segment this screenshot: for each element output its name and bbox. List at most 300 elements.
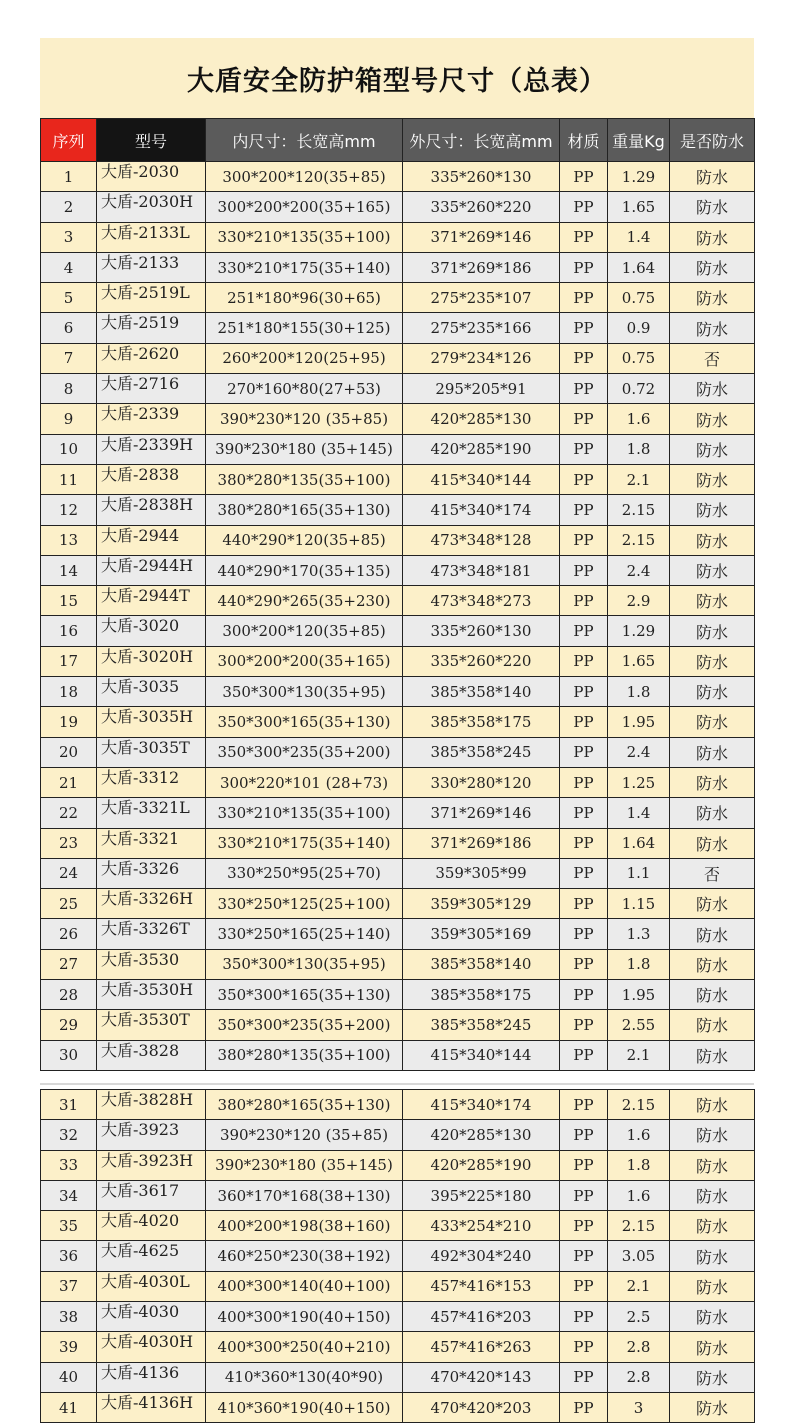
seq-cell: 17 xyxy=(41,646,97,676)
weight-cell: 2.55 xyxy=(608,1010,670,1040)
waterproof-cell: 防水 xyxy=(670,919,755,949)
material-cell: PP xyxy=(560,616,608,646)
outer-size-cell: 457*416*203 xyxy=(403,1302,560,1332)
table-row xyxy=(41,162,755,192)
table-row xyxy=(41,737,755,767)
outer-size-cell: 473*348*181 xyxy=(403,555,560,585)
outer-size-cell: 385*358*140 xyxy=(403,949,560,979)
model-cell: 大盾-2519L xyxy=(97,283,206,313)
model-cell: 大盾-3326T xyxy=(97,919,206,949)
material-cell: PP xyxy=(560,464,608,494)
seq-cell: 19 xyxy=(41,707,97,737)
weight-cell: 2.15 xyxy=(608,495,670,525)
table-row xyxy=(41,1302,755,1332)
inner-size-cell: 251*180*155(30+125) xyxy=(206,313,403,343)
material-cell: PP xyxy=(560,646,608,676)
waterproof-cell: 否 xyxy=(670,343,755,373)
inner-size-cell: 251*180*96(30+65) xyxy=(206,283,403,313)
weight-cell: 1.95 xyxy=(608,707,670,737)
waterproof-cell: 防水 xyxy=(670,1302,755,1332)
seq-cell: 37 xyxy=(41,1271,97,1301)
outer-size-cell: 420*285*130 xyxy=(403,404,560,434)
weight-cell: 1.6 xyxy=(608,1180,670,1210)
seq-cell: 27 xyxy=(41,949,97,979)
table-row xyxy=(41,616,755,646)
material-cell: PP xyxy=(560,1271,608,1301)
table-row xyxy=(41,343,755,373)
outer-size-cell: 415*340*144 xyxy=(403,464,560,494)
weight-cell: 1.25 xyxy=(608,767,670,797)
material-cell: PP xyxy=(560,1180,608,1210)
material-cell: PP xyxy=(560,919,608,949)
material-cell: PP xyxy=(560,283,608,313)
weight-cell: 0.75 xyxy=(608,343,670,373)
waterproof-cell: 防水 xyxy=(670,162,755,192)
table-row xyxy=(41,1392,755,1422)
page-title: 大盾安全防护箱型号尺寸（总表） xyxy=(187,65,607,97)
seq-cell: 14 xyxy=(41,555,97,585)
model-cell: 大盾-3035H xyxy=(97,707,206,737)
inner-size-cell: 440*290*120(35+85) xyxy=(206,525,403,555)
waterproof-cell: 防水 xyxy=(670,1040,755,1070)
waterproof-cell: 防水 xyxy=(670,616,755,646)
material-cell: PP xyxy=(560,980,608,1010)
outer-size-cell: 335*260*220 xyxy=(403,192,560,222)
inner-size-cell: 400*300*190(40+150) xyxy=(206,1302,403,1332)
inner-size-cell: 400*300*250(40+210) xyxy=(206,1332,403,1362)
inner-size-cell: 330*210*175(35+140) xyxy=(206,828,403,858)
inner-size-cell: 330*250*95(25+70) xyxy=(206,858,403,888)
seq-cell: 7 xyxy=(41,343,97,373)
waterproof-cell: 防水 xyxy=(670,404,755,434)
outer-size-cell: 279*234*126 xyxy=(403,343,560,373)
material-cell: PP xyxy=(560,798,608,828)
seq-cell: 15 xyxy=(41,586,97,616)
table-row xyxy=(41,1362,755,1392)
outer-size-cell: 415*340*174 xyxy=(403,495,560,525)
waterproof-cell: 防水 xyxy=(670,1392,755,1422)
material-cell: PP xyxy=(560,1150,608,1180)
model-cell: 大盾-3326 xyxy=(97,858,206,888)
waterproof-cell: 防水 xyxy=(670,192,755,222)
table-row xyxy=(41,889,755,919)
material-cell: PP xyxy=(560,434,608,464)
outer-size-cell: 295*205*91 xyxy=(403,374,560,404)
seq-cell: 10 xyxy=(41,434,97,464)
material-cell: PP xyxy=(560,1362,608,1392)
table-row xyxy=(41,404,755,434)
inner-size-cell: 440*290*265(35+230) xyxy=(206,586,403,616)
waterproof-cell: 防水 xyxy=(670,1362,755,1392)
table-row xyxy=(41,677,755,707)
outer-size-cell: 335*260*130 xyxy=(403,162,560,192)
seq-cell: 4 xyxy=(41,252,97,282)
weight-cell: 2.1 xyxy=(608,464,670,494)
header-inner-size: 内尺寸：长宽高mm xyxy=(206,119,403,162)
header-weight: 重量Kg xyxy=(608,119,670,162)
inner-size-cell: 330*250*165(25+140) xyxy=(206,919,403,949)
table-row xyxy=(41,980,755,1010)
waterproof-cell: 防水 xyxy=(670,313,755,343)
model-cell: 大盾-3321 xyxy=(97,828,206,858)
model-cell: 大盾-2339 xyxy=(97,404,206,434)
table-row xyxy=(41,374,755,404)
inner-size-cell: 300*200*120(35+85) xyxy=(206,162,403,192)
model-cell: 大盾-3020 xyxy=(97,616,206,646)
material-cell: PP xyxy=(560,828,608,858)
seq-cell: 38 xyxy=(41,1302,97,1332)
model-cell: 大盾-4136 xyxy=(97,1362,206,1392)
outer-size-cell: 330*280*120 xyxy=(403,767,560,797)
outer-size-cell: 420*285*130 xyxy=(403,1120,560,1150)
header-material: 材质 xyxy=(560,119,608,162)
inner-size-cell: 380*280*165(35+130) xyxy=(206,495,403,525)
weight-cell: 2.8 xyxy=(608,1332,670,1362)
waterproof-cell: 防水 xyxy=(670,374,755,404)
model-cell: 大盾-3312 xyxy=(97,767,206,797)
material-cell: PP xyxy=(560,222,608,252)
table-row xyxy=(41,949,755,979)
inner-size-cell: 330*210*135(35+100) xyxy=(206,222,403,252)
model-cell: 大盾-4625 xyxy=(97,1241,206,1271)
inner-size-cell: 390*230*120 (35+85) xyxy=(206,404,403,434)
table-row xyxy=(41,222,755,252)
table-row xyxy=(41,1332,755,1362)
inner-size-cell: 300*200*200(35+165) xyxy=(206,192,403,222)
table-row xyxy=(41,858,755,888)
seq-cell: 3 xyxy=(41,222,97,252)
weight-cell: 1.3 xyxy=(608,919,670,949)
waterproof-cell: 防水 xyxy=(670,949,755,979)
table-row xyxy=(41,1271,755,1301)
material-cell: PP xyxy=(560,1241,608,1271)
seq-cell: 12 xyxy=(41,495,97,525)
weight-cell: 1.64 xyxy=(608,252,670,282)
outer-size-cell: 385*358*140 xyxy=(403,677,560,707)
model-cell: 大盾-2133 xyxy=(97,252,206,282)
table-row xyxy=(41,919,755,949)
model-cell: 大盾-3321L xyxy=(97,798,206,828)
inner-size-cell: 390*230*180 (35+145) xyxy=(206,434,403,464)
weight-cell: 1.64 xyxy=(608,828,670,858)
waterproof-cell: 防水 xyxy=(670,1090,755,1120)
outer-size-cell: 335*260*220 xyxy=(403,646,560,676)
model-cell: 大盾-3923H xyxy=(97,1150,206,1180)
spec-sheet xyxy=(40,38,754,1071)
weight-cell: 1.65 xyxy=(608,192,670,222)
waterproof-cell: 防水 xyxy=(670,434,755,464)
inner-size-cell: 350*300*130(35+95) xyxy=(206,949,403,979)
model-cell: 大盾-3617 xyxy=(97,1180,206,1210)
seq-cell: 33 xyxy=(41,1150,97,1180)
model-cell: 大盾-2030H xyxy=(97,192,206,222)
inner-size-cell: 400*300*140(40+100) xyxy=(206,1271,403,1301)
weight-cell: 2.9 xyxy=(608,586,670,616)
table-row xyxy=(41,586,755,616)
waterproof-cell: 防水 xyxy=(670,767,755,797)
table-row xyxy=(41,313,755,343)
table-row xyxy=(41,707,755,737)
material-cell: PP xyxy=(560,1010,608,1040)
waterproof-cell: 防水 xyxy=(670,1332,755,1362)
waterproof-cell: 防水 xyxy=(670,889,755,919)
model-cell: 大盾-2620 xyxy=(97,343,206,373)
table-row xyxy=(41,1241,755,1271)
material-cell: PP xyxy=(560,404,608,434)
weight-cell: 1.6 xyxy=(608,1120,670,1150)
model-cell: 大盾-2838H xyxy=(97,495,206,525)
weight-cell: 2.15 xyxy=(608,1211,670,1241)
weight-cell: 2.1 xyxy=(608,1040,670,1070)
inner-size-cell: 390*230*180 (35+145) xyxy=(206,1150,403,1180)
material-cell: PP xyxy=(560,677,608,707)
outer-size-cell: 457*416*263 xyxy=(403,1332,560,1362)
waterproof-cell: 防水 xyxy=(670,828,755,858)
inner-size-cell: 330*210*175(35+140) xyxy=(206,252,403,282)
seq-cell: 41 xyxy=(41,1392,97,1422)
outer-size-cell: 385*358*175 xyxy=(403,707,560,737)
waterproof-cell: 防水 xyxy=(670,1180,755,1210)
model-cell: 大盾-3020H xyxy=(97,646,206,676)
model-cell: 大盾-2133L xyxy=(97,222,206,252)
waterproof-cell: 防水 xyxy=(670,464,755,494)
header-model: 型号 xyxy=(97,119,206,162)
table-row xyxy=(41,1150,755,1180)
table-body-continued xyxy=(41,1090,755,1423)
model-cell: 大盾-3530T xyxy=(97,1010,206,1040)
outer-size-cell: 275*235*107 xyxy=(403,283,560,313)
inner-size-cell: 300*200*200(35+165) xyxy=(206,646,403,676)
material-cell: PP xyxy=(560,555,608,585)
waterproof-cell: 防水 xyxy=(670,677,755,707)
inner-size-cell: 410*360*190(40+150) xyxy=(206,1392,403,1422)
model-cell: 大盾-2944 xyxy=(97,525,206,555)
weight-cell: 1.8 xyxy=(608,677,670,707)
model-cell: 大盾-2339H xyxy=(97,434,206,464)
inner-size-cell: 260*200*120(25+95) xyxy=(206,343,403,373)
outer-size-cell: 335*260*130 xyxy=(403,616,560,646)
model-cell: 大盾-3035T xyxy=(97,737,206,767)
model-cell: 大盾-2944H xyxy=(97,555,206,585)
model-cell: 大盾-3828H xyxy=(97,1090,206,1120)
seq-cell: 9 xyxy=(41,404,97,434)
weight-cell: 2.4 xyxy=(608,737,670,767)
waterproof-cell: 防水 xyxy=(670,495,755,525)
material-cell: PP xyxy=(560,1211,608,1241)
material-cell: PP xyxy=(560,586,608,616)
model-cell: 大盾-3923 xyxy=(97,1120,206,1150)
waterproof-cell: 防水 xyxy=(670,737,755,767)
spec-table-continued-wrap xyxy=(40,1089,754,1423)
waterproof-cell: 防水 xyxy=(670,646,755,676)
weight-cell: 1.29 xyxy=(608,162,670,192)
outer-size-cell: 470*420*203 xyxy=(403,1392,560,1422)
weight-cell: 0.9 xyxy=(608,313,670,343)
material-cell: PP xyxy=(560,495,608,525)
inner-size-cell: 270*160*80(27+53) xyxy=(206,374,403,404)
material-cell: PP xyxy=(560,737,608,767)
inner-size-cell: 350*300*235(35+200) xyxy=(206,1010,403,1040)
inner-size-cell: 410*360*130(40*90) xyxy=(206,1362,403,1392)
table-row xyxy=(41,1180,755,1210)
weight-cell: 1.65 xyxy=(608,646,670,676)
table-row xyxy=(41,434,755,464)
inner-size-cell: 300*220*101 (28+73) xyxy=(206,767,403,797)
waterproof-cell: 防水 xyxy=(670,1150,755,1180)
inner-size-cell: 380*280*165(35+130) xyxy=(206,1090,403,1120)
material-cell: PP xyxy=(560,949,608,979)
material-cell: PP xyxy=(560,192,608,222)
outer-size-cell: 473*348*273 xyxy=(403,586,560,616)
weight-cell: 0.72 xyxy=(608,374,670,404)
weight-cell: 2.15 xyxy=(608,1090,670,1120)
seq-cell: 39 xyxy=(41,1332,97,1362)
outer-size-cell: 420*285*190 xyxy=(403,434,560,464)
outer-size-cell: 415*340*174 xyxy=(403,1090,560,1120)
inner-size-cell: 400*200*198(38+160) xyxy=(206,1211,403,1241)
outer-size-cell: 371*269*146 xyxy=(403,222,560,252)
waterproof-cell: 防水 xyxy=(670,1120,755,1150)
seq-cell: 22 xyxy=(41,798,97,828)
weight-cell: 1.15 xyxy=(608,889,670,919)
table-row xyxy=(41,828,755,858)
inner-size-cell: 380*280*135(35+100) xyxy=(206,1040,403,1070)
material-cell: PP xyxy=(560,707,608,737)
model-cell: 大盾-2944T xyxy=(97,586,206,616)
material-cell: PP xyxy=(560,858,608,888)
seq-cell: 29 xyxy=(41,1010,97,1040)
inner-size-cell: 460*250*230(38+192) xyxy=(206,1241,403,1271)
table-row xyxy=(41,1040,755,1070)
seq-cell: 21 xyxy=(41,767,97,797)
seq-cell: 40 xyxy=(41,1362,97,1392)
table-row xyxy=(41,252,755,282)
weight-cell: 2.15 xyxy=(608,525,670,555)
waterproof-cell: 防水 xyxy=(670,586,755,616)
inner-size-cell: 350*300*130(35+95) xyxy=(206,677,403,707)
waterproof-cell: 防水 xyxy=(670,222,755,252)
table-header-row xyxy=(41,119,755,162)
inner-size-cell: 390*230*120 (35+85) xyxy=(206,1120,403,1150)
model-cell: 大盾-4030L xyxy=(97,1271,206,1301)
seq-cell: 31 xyxy=(41,1090,97,1120)
seq-cell: 2 xyxy=(41,192,97,222)
outer-size-cell: 359*305*99 xyxy=(403,858,560,888)
model-cell: 大盾-4020 xyxy=(97,1211,206,1241)
outer-size-cell: 371*269*186 xyxy=(403,252,560,282)
model-cell: 大盾-2030 xyxy=(97,162,206,192)
waterproof-cell: 防水 xyxy=(670,980,755,1010)
weight-cell: 1.8 xyxy=(608,1150,670,1180)
weight-cell: 0.75 xyxy=(608,283,670,313)
seq-cell: 32 xyxy=(41,1120,97,1150)
model-cell: 大盾-2519 xyxy=(97,313,206,343)
waterproof-cell: 否 xyxy=(670,858,755,888)
waterproof-cell: 防水 xyxy=(670,525,755,555)
material-cell: PP xyxy=(560,1040,608,1070)
seq-cell: 25 xyxy=(41,889,97,919)
material-cell: PP xyxy=(560,1392,608,1422)
header-waterproof: 是否防水 xyxy=(670,119,755,162)
seq-cell: 6 xyxy=(41,313,97,343)
spec-table xyxy=(40,118,755,1071)
seq-cell: 11 xyxy=(41,464,97,494)
waterproof-cell: 防水 xyxy=(670,252,755,282)
model-cell: 大盾-3035 xyxy=(97,677,206,707)
table-row xyxy=(41,767,755,797)
waterproof-cell: 防水 xyxy=(670,283,755,313)
table-row xyxy=(41,646,755,676)
outer-size-cell: 420*285*190 xyxy=(403,1150,560,1180)
seq-cell: 5 xyxy=(41,283,97,313)
inner-size-cell: 360*170*168(38+130) xyxy=(206,1180,403,1210)
outer-size-cell: 470*420*143 xyxy=(403,1362,560,1392)
outer-size-cell: 371*269*146 xyxy=(403,798,560,828)
model-cell: 大盾-3530 xyxy=(97,949,206,979)
model-cell: 大盾-4030H xyxy=(97,1332,206,1362)
seq-cell: 23 xyxy=(41,828,97,858)
seq-cell: 8 xyxy=(41,374,97,404)
header-seq: 序列 xyxy=(41,119,97,162)
model-cell: 大盾-3530H xyxy=(97,980,206,1010)
material-cell: PP xyxy=(560,889,608,919)
seq-cell: 16 xyxy=(41,616,97,646)
material-cell: PP xyxy=(560,1302,608,1332)
seq-cell: 28 xyxy=(41,980,97,1010)
weight-cell: 1.6 xyxy=(608,404,670,434)
table-row xyxy=(41,1211,755,1241)
outer-size-cell: 457*416*153 xyxy=(403,1271,560,1301)
material-cell: PP xyxy=(560,374,608,404)
weight-cell: 1.4 xyxy=(608,798,670,828)
material-cell: PP xyxy=(560,343,608,373)
weight-cell: 2.8 xyxy=(608,1362,670,1392)
weight-cell: 1.1 xyxy=(608,858,670,888)
waterproof-cell: 防水 xyxy=(670,1211,755,1241)
model-cell: 大盾-2838 xyxy=(97,464,206,494)
inner-size-cell: 350*300*235(35+200) xyxy=(206,737,403,767)
outer-size-cell: 473*348*128 xyxy=(403,525,560,555)
outer-size-cell: 359*305*129 xyxy=(403,889,560,919)
weight-cell: 1.29 xyxy=(608,616,670,646)
seq-cell: 34 xyxy=(41,1180,97,1210)
model-cell: 大盾-2716 xyxy=(97,374,206,404)
table-row xyxy=(41,1120,755,1150)
section-divider xyxy=(40,1083,754,1085)
table-row xyxy=(41,464,755,494)
outer-size-cell: 492*304*240 xyxy=(403,1241,560,1271)
material-cell: PP xyxy=(560,1120,608,1150)
outer-size-cell: 415*340*144 xyxy=(403,1040,560,1070)
material-cell: PP xyxy=(560,525,608,555)
material-cell: PP xyxy=(560,162,608,192)
model-cell: 大盾-3326H xyxy=(97,889,206,919)
inner-size-cell: 350*300*165(35+130) xyxy=(206,980,403,1010)
weight-cell: 2.4 xyxy=(608,555,670,585)
weight-cell: 3 xyxy=(608,1392,670,1422)
outer-size-cell: 395*225*180 xyxy=(403,1180,560,1210)
inner-size-cell: 380*280*135(35+100) xyxy=(206,464,403,494)
seq-cell: 24 xyxy=(41,858,97,888)
seq-cell: 30 xyxy=(41,1040,97,1070)
inner-size-cell: 350*300*165(35+130) xyxy=(206,707,403,737)
model-cell: 大盾-3828 xyxy=(97,1040,206,1070)
model-cell: 大盾-4030 xyxy=(97,1302,206,1332)
table-row xyxy=(41,283,755,313)
title-bar xyxy=(40,38,754,118)
inner-size-cell: 330*250*125(25+100) xyxy=(206,889,403,919)
material-cell: PP xyxy=(560,1090,608,1120)
